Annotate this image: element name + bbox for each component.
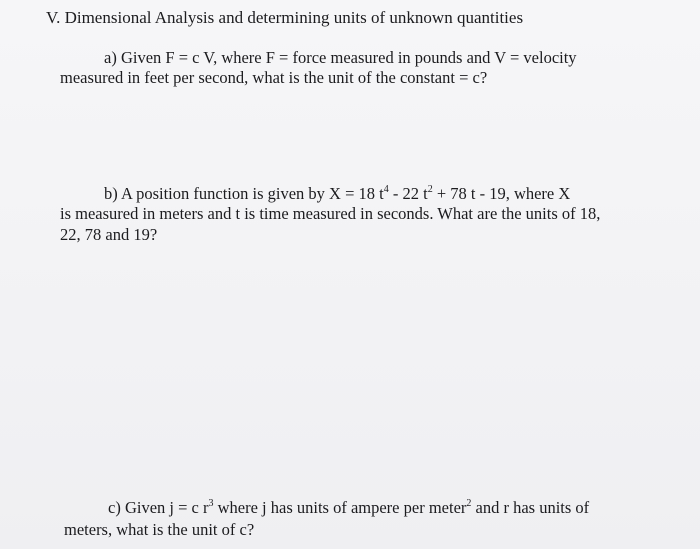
- part-c-text-1: c) Given j = c r: [108, 498, 209, 517]
- part-a-line-2: measured in feet per second, what is the unit of the constant = c?: [60, 68, 488, 87]
- part-b-text-1: b) A position function is given by X = 18 t: [104, 184, 384, 203]
- section-heading: V. Dimensional Analysis and determining units of unknown quantities: [46, 8, 524, 27]
- part-b-line-1: [104, 184, 570, 204]
- exponent-2-meter: 2: [466, 498, 472, 509]
- exponent-3: 3: [208, 498, 214, 509]
- part-c-text-2: where j has units of ampere per meter: [213, 498, 467, 517]
- exponent-4: 4: [383, 184, 389, 195]
- part-c-line-1: [108, 498, 589, 518]
- part-c-text-3: and r has units of: [471, 498, 590, 517]
- part-b-text-2: - 22 t: [388, 184, 428, 203]
- exponent-2: 2: [427, 184, 433, 195]
- part-b-line-2: is measured in meters and t is time measured in seconds. What are the units of 18,: [60, 204, 601, 223]
- part-b-line-3: 22, 78 and 19?: [60, 225, 158, 244]
- part-a-line-1: a) Given F = c V, where F = force measured in pounds and V = velocity: [104, 48, 577, 67]
- part-c-line-2: meters, what is the unit of c?: [64, 520, 255, 539]
- part-b-text-3: + 78 t - 19, where X: [432, 184, 571, 203]
